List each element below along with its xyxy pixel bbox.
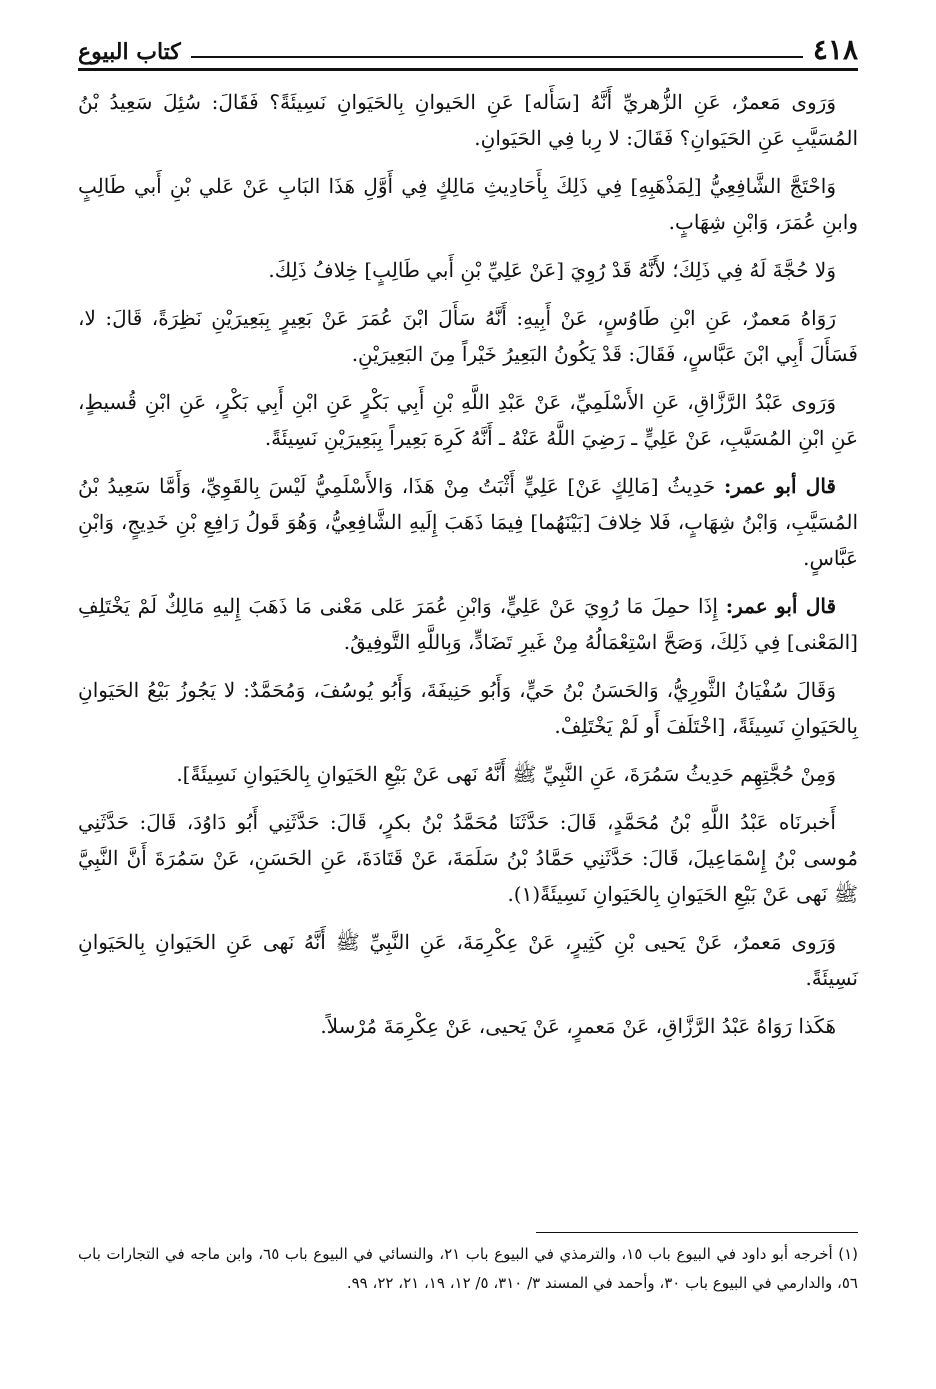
paragraph [78, 252, 858, 288]
paragraph [78, 84, 858, 156]
paragraph [78, 924, 858, 996]
paragraph [78, 300, 858, 372]
page-number: ٤١٨ [812, 33, 858, 66]
paragraph [78, 468, 858, 576]
paragraph-text: وَرَوى عَبْدُ الرَّزَّاقِ، عَنِ الأَسْلَمِيِّ، عَنْ عَبْدِ اللَّهِ بْنِ أَبِي بَكْرٍ عَنِ ابْنِ أَبِي بَكْرٍ، عَنِ ابْنِ قُسيطٍ، عَنِ ابْنِ المُسَيَّبِ، عَنْ عَلِيٍّ ـ رَضِيَ اللَّهُ عَنْهُ ـ أَنَّهُ كَرِهَ بَعِيراً بِبَعِيرَيْنِ نَسِيئَةً. [78, 390, 858, 450]
paragraph-text: رَوَاهُ مَعمرٌ، عَنِ ابْنِ طَاوُسٍ، عَنْ أَبِيهِ: أَنَّهُ سَأَلَ ابْنَ عُمَرَ عَنْ بَعِيرٍ بِبَعِيرَيْنِ نَظِرَةً، قَالَ: لا، فَسَأَلَ أَبِي ابْنَ عَبَّاسٍ، فَقَالَ: قَدْ يَكُونُ البَعِيرُ خَيْراً مِنَ البَعِيرَيْنِ. [78, 306, 858, 366]
paragraph [78, 804, 858, 912]
paragraph-text: حَدِيثُ [مَالِكٍ عَنْ] عَلِيٍّ أَثْبَتُ مِنْ هَذَا، وَالأَسْلَمِيُّ لَيْسَ بِالقَوِيِّ، وَأَمَّا سَعِيدُ بْنُ المُسَيَّبِ، وَابْنُ شِهَابٍ، فَلا خِلافَ [بَيْنَهُما] فِيمَا ذَهَبَ إِلَيهِ الشَّافِعِيُّ، وَهُوَ قَولُ رَافِعِ بْنِ خَدِيجٍ، وَابْنِ عَبَّاسٍ. [78, 474, 858, 570]
book-title: كتاب البيوع [78, 39, 181, 65]
paragraph [78, 1008, 858, 1044]
body-text [78, 84, 858, 1056]
paragraph [78, 756, 858, 792]
paragraph-text: إِذَا حمِلَ مَا رُوِيَ عَنْ عَلِيٍّ، وَابْنِ عُمَرَ عَلى مَعْنى مَا ذَهَبَ إِليهِ مَالِكٌ لَمْ يَخْتَلِفِ [المَعْنى] فِي ذَلِكَ، وَصَحَّ اسْتِعْمَالُهُ مِنْ غَيرِ تَضَادٍّ، وَبِاللَّهِ التَّوفِيقُ. [78, 594, 858, 654]
paragraph-text: هَكَذا رَوَاهُ عَبْدُ الرَّزَّاقِ، عَنْ مَعمرٍ، عَنْ يَحيى، عَنْ عِكْرِمَةَ مُرْسلاً. [320, 1014, 836, 1038]
paragraph-text: وَرَوى مَعمرٌ، عَنْ يَحيى بْنِ كَثِيرٍ، عَنْ عِكْرِمَةَ، عَنِ النَّبِيِّ ﷺ أَنَّهُ نَهى عَنِ الحَيَوانِ بِالحَيَوانِ نَسِيئَةً. [78, 930, 858, 990]
paragraph [78, 672, 858, 744]
paragraph-speaker: قال أبو عمر: [725, 594, 837, 618]
footnote-text: (١) أخرجه أبو داود في البيوع باب ١٥، والترمذي في البيوع باب ٢١، والنسائي في البيوع باب ٦٥، وابن ماجه في التجارات باب ٥٦، والدارمي في البيوع باب ٣٠، وأحمد في المسند ٣/ ٣١٠، ٥/ ١٢، ١٩، ٢١، ٢٢، ٩٩. [78, 1245, 858, 1292]
paragraph-text: وَرَوى مَعمرٌ، عَنِ الزُّهريِّ أَنَّهُ [سَأَله] عَنِ الحَيوانِ بِالحَيَوانِ نَسِيئَةً؟ فَقَالَ: سُئِلَ سَعِيدُ بْنُ المُسَيَّبِ عَنِ الحَيَوانِ؟ فَقَالَ: لا رِبا فِي الحَيَوانِ. [78, 90, 858, 150]
paragraph-text: وَمِنْ حُجَّتِهِم حَدِيثُ سَمُرَةَ، عَنِ النَّبِيِّ ﷺ أَنَّهُ نَهى عَنْ بَيْعِ الحَيَوانِ بِالحَيَوانِ نَسِيئَةً]. [176, 762, 836, 786]
paragraph [78, 384, 858, 456]
paragraph-text: وَقَالَ سُفْيَانُ الثَّورِيُّ، وَالحَسَنُ بْنُ حَيٍّ، وَأَبُو حَنِيفَةَ، وَأَبُو يُوسُفَ، وَمُحَمَّدٌ: لا يَجُوزُ بَيْعُ الحَيَوانِ بِالحَيَوانِ نَسِيئَةً، [اخْتَلَفَ أَو لَمْ يَخْتَلِفْ. [78, 678, 858, 738]
paragraph-text: وَلا حُجَّةَ لَهُ فِي ذَلِكَ؛ لأَنَّهُ قَدْ رُوِيَ [عَنْ عَلِيِّ بْنِ أَبي طَالِبٍ] خِلافُ ذَلِكَ. [268, 258, 836, 282]
running-head [78, 30, 858, 64]
footnote [78, 1240, 858, 1298]
paragraph-speaker: قال أبو عمر: [723, 474, 836, 498]
paragraph-text: وَاحْتَجَّ الشَّافِعِيُّ [لِمَذْهَبِهِ] فِي ذَلِكَ بِأَحَادِيثِ مَالِكٍ فِي أَوَّلِ هَذَا البَابِ عَنْ عَلي بْنِ أَبي طَالِبٍ وابنِ عُمَرَ، وَابْنِ شِهَابٍ. [78, 174, 858, 234]
header-rule [191, 56, 803, 58]
footnote-rule [536, 1232, 858, 1233]
header-underline [78, 68, 858, 71]
paragraph [78, 588, 858, 660]
paragraph-text: أَخبرنَاه عَبْدُ اللَّهِ بْنُ مُحَمَّدٍ، قَالَ: حَدَّثَنَا مُحَمَّدُ بْنُ بكرٍ، قَالَ: حَدَّثَنِي أَبُو دَاوُدَ، قَالَ: حَدَّثَنِي مُوسى بْنُ إِسْمَاعِيلَ، قَالَ: حَدَّثَنِي حَمَّادُ بْنُ سَلَمَةَ، عَنْ قَتَادَةَ، عَنِ الحَسَنِ، عَنْ سَمُرَةَ أَنَّ النَّبِيَّ ﷺ نَهى عَنْ بَيْعِ الحَيَوانِ بِالحَيَوانِ نَسِيئَةً(١). [78, 810, 858, 906]
paragraph [78, 168, 858, 240]
